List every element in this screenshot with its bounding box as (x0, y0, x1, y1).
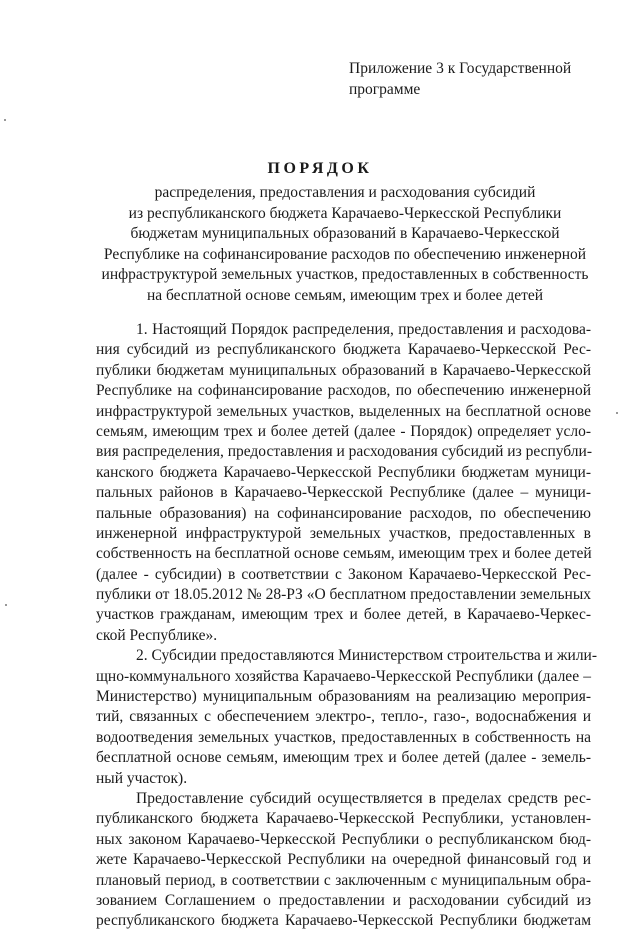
subtitle-line: из республиканского бюджета Карачаево-Черкесской Республики (128, 204, 562, 222)
subtitle-line: распределения, предоставления и расходования субсидий (154, 184, 536, 201)
paragraph-1 (96, 320, 591, 646)
body-line: пальные образования) на софинансирование расходов, по обеспечению (96, 504, 591, 522)
appendix-note (349, 58, 599, 100)
body-line: бесплатной основе семьям, имеющим трех и более детей (далее - земель- (96, 749, 591, 767)
body-line: семьям, имеющим трех и более детей (далее - Порядок) определяет усло- (96, 422, 591, 440)
subtitle-line: на бесплатной основе семьям, имеющим трех и более детей (146, 286, 544, 304)
body-line: инфраструктурой земельных участков, выделенных на бесплатной основе (96, 402, 591, 420)
body-line: зованием Соглашением о предоставлении и расходовании субсидий из (96, 891, 591, 909)
document-body (96, 320, 598, 932)
subtitle-line: Республике на софинансирование расходов по обеспечению инженерной (103, 245, 587, 263)
subtitle-line: инфраструктурой земельных участков, предоставленных в собственность (101, 266, 589, 283)
body-line: Министерство) муниципальным образованиям на реализацию мероприя- (96, 688, 591, 706)
body-line: публики от 18.05.2012 № 28-РЗ «О бесплатном предоставлении земельных (96, 586, 591, 604)
body-line: Предоставление субсидий осуществляется в пределах средств рес- (136, 789, 591, 807)
scan-speck (616, 412, 618, 414)
subtitle-line: бюджетам муниципальных образований в Карачаево-Черкесской (130, 225, 560, 242)
body-line: ния субсидий из республиканского бюджета Карачаево-Черкесской Рес- (96, 341, 591, 359)
body-line: жете Карачаево-Черкесской Республики на очередной финансовый год и (96, 851, 591, 869)
body-line: щно-коммунального хозяйства Карачаево-Черкесской Республики (далее – (96, 667, 591, 685)
paragraph-2 (96, 646, 598, 789)
body-line: Республике на софинансирование расходов, по обеспечению инженерной (96, 382, 591, 400)
body-line: водоотведения земельных участков, предоставленных в собственность на (96, 728, 591, 746)
body-line: республиканского бюджета Карачаево-Черкесской Республики бюджетам (96, 912, 591, 930)
body-line: плановый период, в соответствии с заключенным с муниципальным обра- (96, 871, 591, 889)
appendix-line: Приложение 3 к Государственной (349, 60, 572, 77)
body-line: тий, связанных с обеспечением электро-, тепло-, газо-, водоснабжения и (96, 708, 591, 726)
body-line: пальных районов в Карачаево-Черкесской Республике (далее – муници- (96, 484, 591, 502)
body-line: вия распределения, предоставления и расходования субсидий из республи- (96, 443, 592, 461)
paragraph-3 (96, 789, 591, 932)
body-line: 1. Настоящий Порядок распределения, предоставления и расходова- (136, 321, 591, 338)
body-line: публики бюджетам муниципальных образований в Карачаево-Черкесской (96, 361, 591, 379)
scan-speck (5, 604, 7, 606)
body-line: канского бюджета Карачаево-Черкесской Республики бюджетам муници- (96, 463, 591, 481)
body-line: ный участок). (96, 769, 188, 787)
body-line: 2. Субсидии предоставляются Министерством строительства и жили- (136, 647, 598, 665)
body-line: инженерной инфраструктурой земельных участков, предоставленных в (96, 524, 591, 542)
body-line: ской Республике». (96, 626, 218, 644)
document-subtitle (80, 183, 610, 306)
appendix-line: программе (349, 81, 421, 98)
body-line: участков гражданам, имеющим трех и более детей, в Карачаево-Черкес- (96, 606, 591, 624)
scan-speck (4, 119, 6, 121)
body-line: (далее - субсидии) в соответствии с Законом Карачаево-Черкесской Рес- (96, 565, 591, 583)
document-heading: ПОРЯДОК (267, 160, 373, 177)
body-line: публиканского бюджета Карачаево-Черкесской Республики, установлен- (96, 810, 591, 828)
body-line: собственность на бесплатной основе семьям, имеющим трех и более детей (96, 545, 592, 563)
body-line: ных законом Карачаево-Черкесской Республики о республиканском бюд- (96, 830, 591, 848)
